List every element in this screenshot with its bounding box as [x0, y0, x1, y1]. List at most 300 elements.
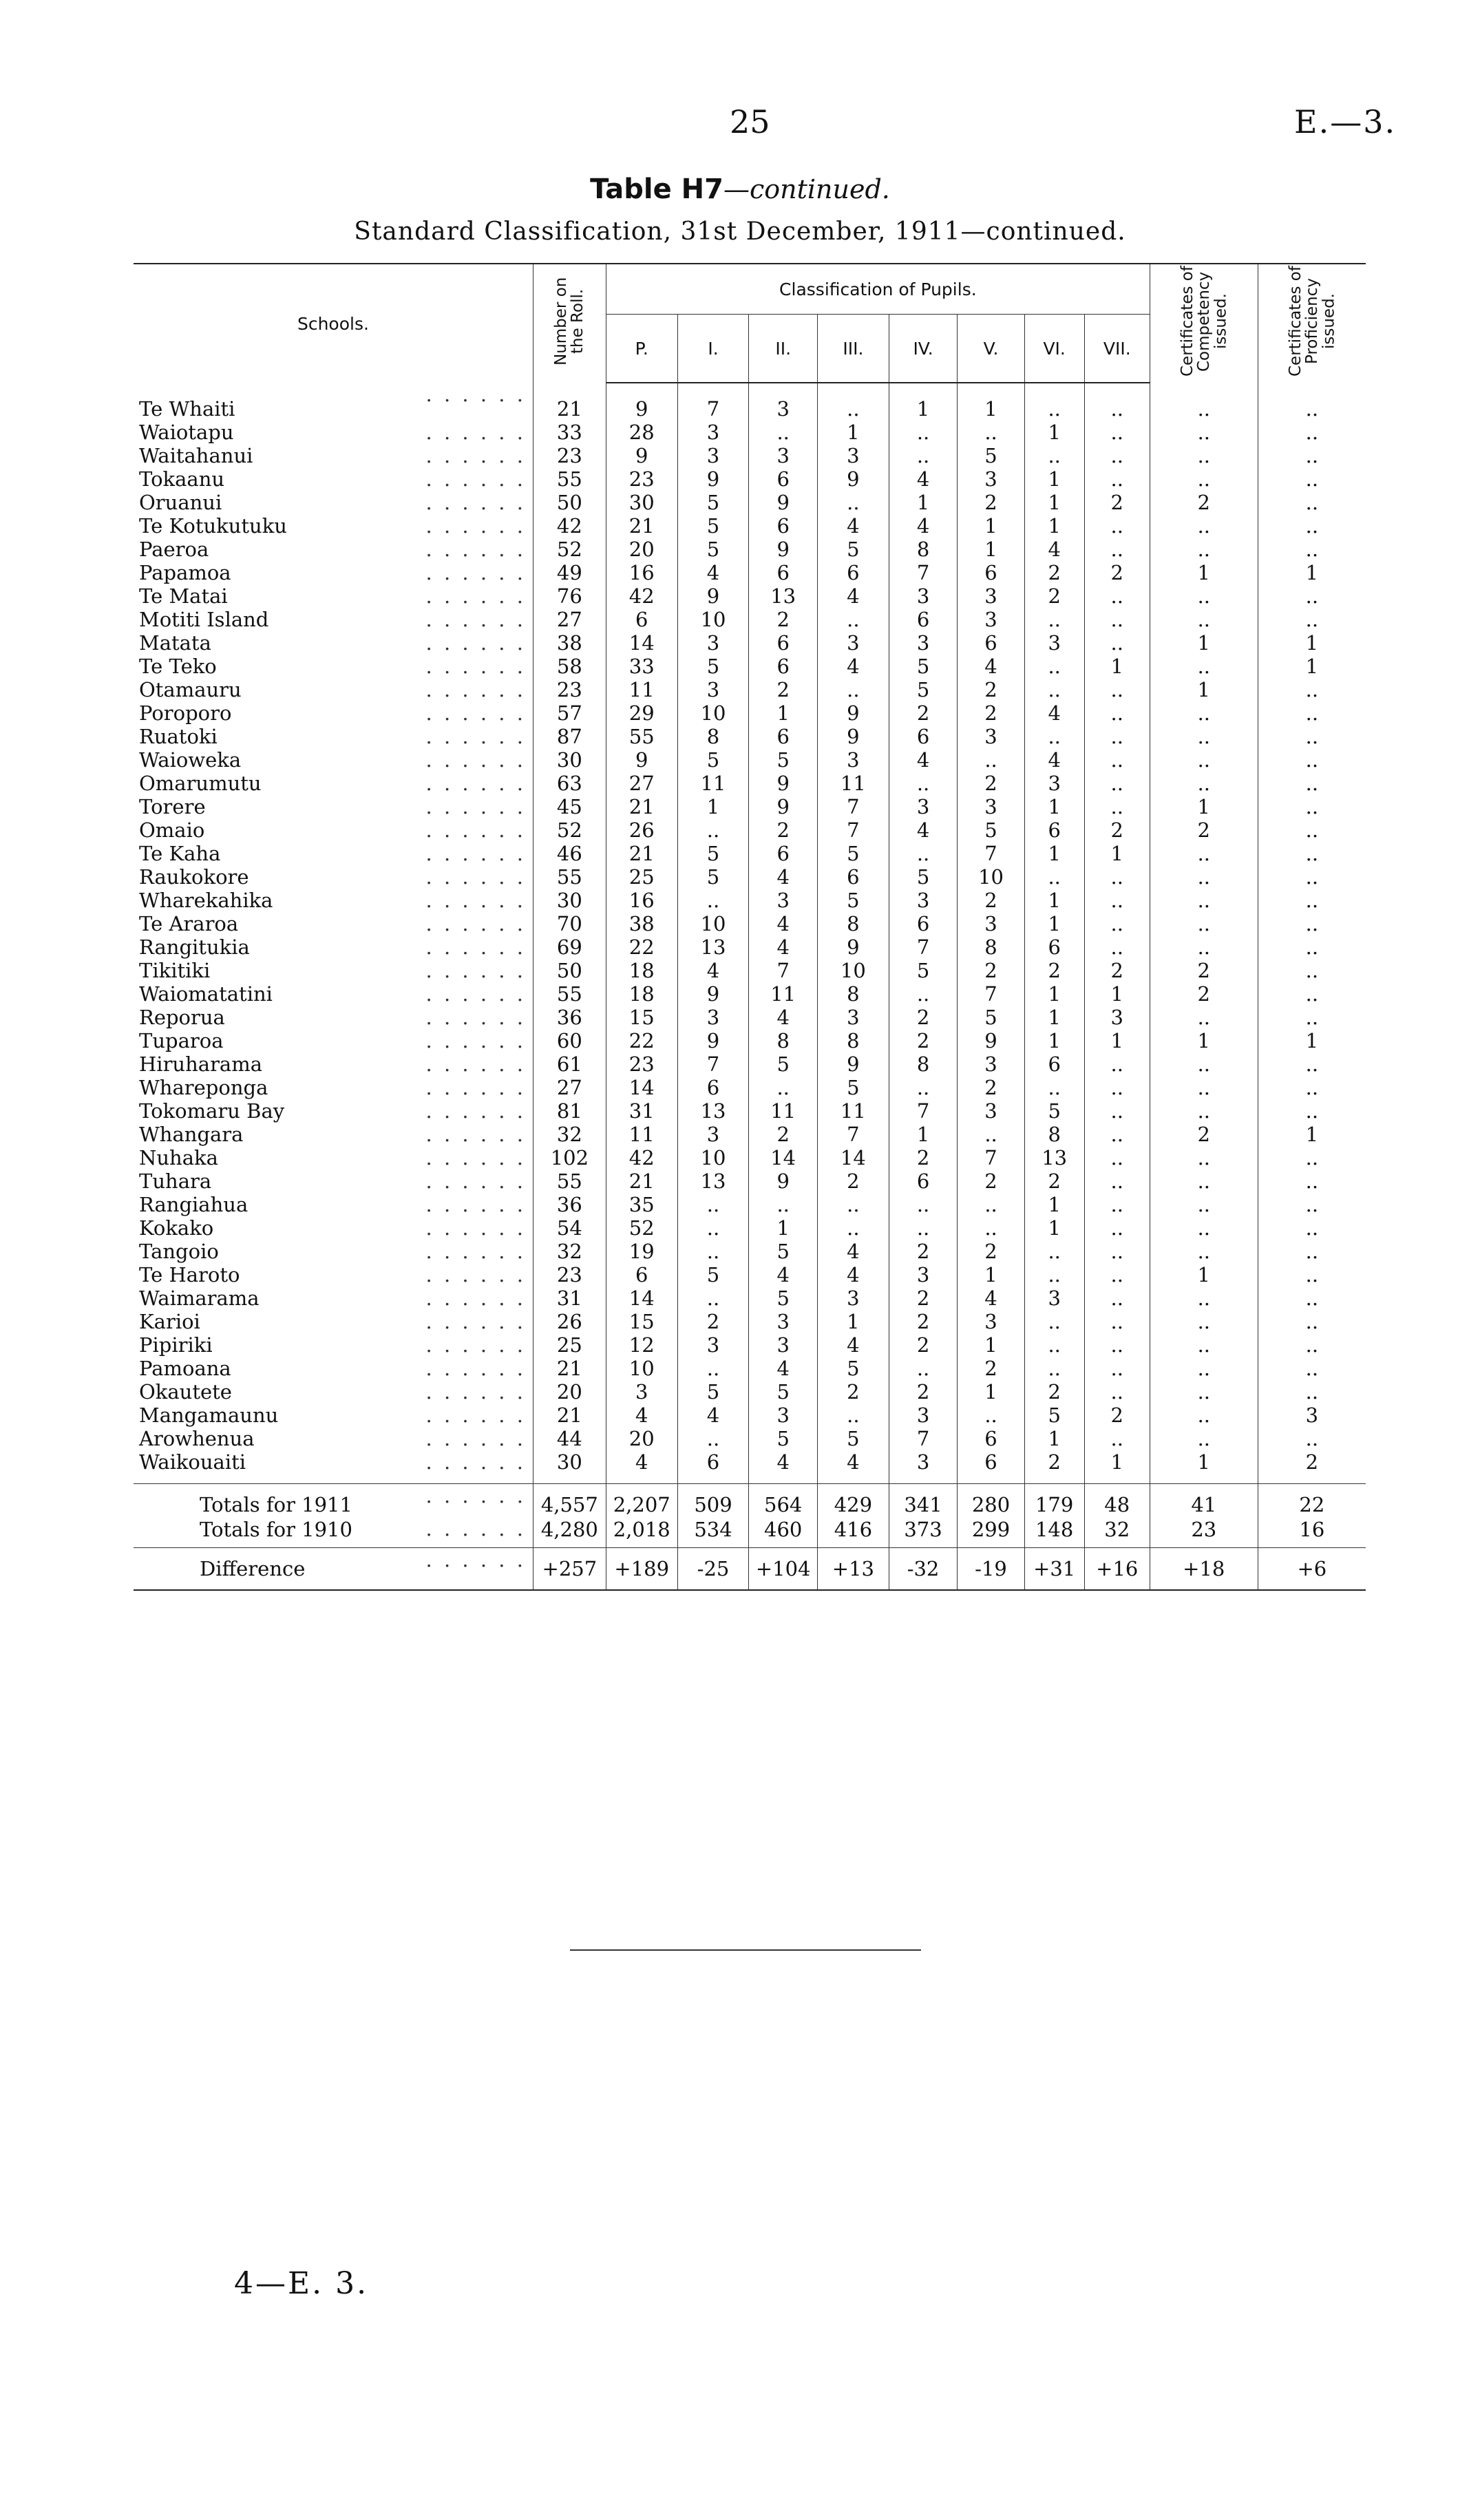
table-cell: 11	[817, 1099, 889, 1123]
table-cell: 2	[958, 959, 1024, 982]
row-label: Te Whaiti	[139, 396, 235, 421]
table-cell: 70	[533, 912, 606, 935]
table-cell: 8	[817, 982, 889, 1006]
table-cell: 5	[1024, 1404, 1084, 1427]
table-cell: 4	[817, 655, 889, 678]
table-cell: 9	[677, 467, 749, 491]
table-cell: ..	[1024, 1333, 1084, 1357]
table-cell: 1	[1084, 1029, 1150, 1052]
row-label: Waiotapu	[139, 421, 234, 444]
table-cell: 14	[749, 1146, 818, 1169]
table-cell: 9	[677, 982, 749, 1006]
table-cell: 4	[958, 1287, 1024, 1310]
leader-dots: . . . . . .	[425, 1427, 526, 1450]
table-cell: ..	[1084, 538, 1150, 561]
table-cell: 5	[1024, 1099, 1084, 1123]
row-label: Arowhenua	[139, 1427, 255, 1450]
table-cell: 55	[533, 1169, 606, 1193]
table-cell: 58	[533, 655, 606, 678]
totals-label	[134, 1517, 533, 1548]
table-cell: 4	[1024, 748, 1084, 772]
table-row	[134, 1099, 1366, 1123]
table-cell: 19	[606, 1240, 677, 1263]
school-name	[134, 818, 533, 842]
table-cell: 6	[817, 561, 889, 584]
table-cell: 1	[1258, 1029, 1366, 1052]
row-label: Mangamaunu	[139, 1404, 279, 1427]
table-cell: ..	[1084, 1052, 1150, 1076]
table-cell: 5	[817, 1357, 889, 1380]
table-cell: 7	[889, 935, 958, 959]
table-cell: 2	[1024, 1169, 1084, 1193]
row-label: Omarumutu	[139, 772, 262, 795]
table-cell: 1	[1150, 631, 1258, 655]
table-row	[134, 1076, 1366, 1099]
leader-dots: . . . . . .	[425, 842, 526, 865]
table-cell: 22	[606, 935, 677, 959]
table-cell: 5	[749, 748, 818, 772]
table-cell: 8	[817, 912, 889, 935]
table-cell: 3	[958, 912, 1024, 935]
table-cell: 14	[606, 631, 677, 655]
table-cell: ..	[1258, 1146, 1366, 1169]
table-cell: 564	[749, 1484, 818, 1518]
table-cell: 2	[749, 818, 818, 842]
table-cell: 2	[1150, 982, 1258, 1006]
table-cell: ..	[1258, 584, 1366, 608]
table-cell: ..	[1258, 1099, 1366, 1123]
table-cell: ..	[1150, 608, 1258, 631]
table-row	[134, 1310, 1366, 1333]
table-cell: 4	[889, 467, 958, 491]
school-name	[134, 1052, 533, 1076]
table-cell: 534	[677, 1517, 749, 1548]
row-label: Te Kaha	[139, 842, 221, 865]
table-cell: 2	[958, 701, 1024, 725]
table-cell: 9	[749, 1169, 818, 1193]
row-label: Motiti Island	[139, 608, 269, 631]
school-name	[134, 725, 533, 748]
table-cell: 25	[533, 1333, 606, 1357]
table-cell: ..	[677, 1287, 749, 1310]
row-label: Waimarama	[139, 1287, 260, 1310]
table-cell: 26	[606, 818, 677, 842]
table-cell: 11	[749, 1099, 818, 1123]
table-cell: 23	[606, 1052, 677, 1076]
table-cell: 3	[1258, 1404, 1366, 1427]
table-cell: ..	[889, 982, 958, 1006]
table-cell: 9	[677, 1029, 749, 1052]
table-cell: 7	[677, 1052, 749, 1076]
table-cell: ..	[1150, 584, 1258, 608]
table-cell: 10	[677, 1146, 749, 1169]
table-cell: 3	[958, 1099, 1024, 1123]
table-cell: ..	[1150, 935, 1258, 959]
table-cell: ..	[1024, 444, 1084, 467]
table-cell: 2	[749, 678, 818, 701]
table-cell: 30	[533, 1450, 606, 1484]
table-cell: 1	[1024, 982, 1084, 1006]
leader-dots: . . . . . .	[425, 678, 526, 701]
table-cell: 2	[749, 608, 818, 631]
table-cell: 14	[606, 1076, 677, 1099]
table-cell: ..	[1024, 725, 1084, 748]
table-cell: 3	[1084, 1006, 1150, 1029]
table-cell: ..	[889, 842, 958, 865]
row-label: Hiruharama	[139, 1052, 263, 1076]
table-cell: ..	[1084, 383, 1150, 421]
table-cell: ..	[1258, 1006, 1366, 1029]
table-cell: ..	[1258, 982, 1366, 1006]
table-cell: ..	[1150, 467, 1258, 491]
school-name	[134, 538, 533, 561]
leader-dots: . . . . . .	[425, 655, 526, 678]
table-cell: ..	[1150, 701, 1258, 725]
school-name	[134, 1450, 533, 1484]
row-label: Otamauru	[139, 678, 242, 701]
table-cell: ..	[1084, 1380, 1150, 1404]
table-cell: 23	[533, 1263, 606, 1287]
table-cell: 5	[889, 865, 958, 889]
table-cell: ..	[817, 1404, 889, 1427]
table-cell: 429	[817, 1484, 889, 1518]
table-cell: ..	[1258, 795, 1366, 818]
table-cell: ..	[958, 748, 1024, 772]
school-name	[134, 912, 533, 935]
table-cell: ..	[958, 1193, 1024, 1216]
table-cell: 8	[677, 725, 749, 748]
leader-dots: . . . . . .	[425, 772, 526, 795]
table-cell: ..	[1084, 514, 1150, 538]
school-name	[134, 1310, 533, 1333]
table-cell: 6	[749, 842, 818, 865]
table-cell: 1	[749, 701, 818, 725]
table-cell: 2	[1084, 1404, 1150, 1427]
table-cell: 2	[1084, 561, 1150, 584]
table-cell: 4	[1024, 701, 1084, 725]
table-cell: ..	[889, 1357, 958, 1380]
table-cell: 10	[677, 608, 749, 631]
leader-dots: . . . . . .	[425, 383, 526, 406]
table-row	[134, 1193, 1366, 1216]
table-cell: ..	[1258, 383, 1366, 421]
table-cell: ..	[1150, 1169, 1258, 1193]
table-row	[134, 1029, 1366, 1052]
table-cell: 6	[677, 1450, 749, 1484]
school-name	[134, 1333, 533, 1357]
table-cell: 2	[1150, 818, 1258, 842]
table-cell: ..	[1258, 1263, 1366, 1287]
table-cell: 2	[817, 1380, 889, 1404]
table-cell: 9	[749, 772, 818, 795]
table-cell: 460	[749, 1517, 818, 1548]
table-cell: ..	[1024, 1357, 1084, 1380]
table-cell: 18	[606, 959, 677, 982]
table-cell: 21	[606, 1169, 677, 1193]
table-cell: 7	[677, 383, 749, 421]
table-cell: 30	[533, 748, 606, 772]
leader-dots: . . . . . .	[425, 1076, 526, 1099]
table-cell: ..	[1084, 1076, 1150, 1099]
table-cell: 1	[1024, 514, 1084, 538]
table-cell: 52	[606, 1216, 677, 1240]
table-cell: 3	[1024, 772, 1084, 795]
table-cell: 9	[817, 701, 889, 725]
header-competency-text: Certificates of Competency issued.	[1178, 266, 1229, 377]
table-cell: 45	[533, 795, 606, 818]
table-cell: ..	[1258, 959, 1366, 982]
table-cell: 8	[1024, 1123, 1084, 1146]
leader-dots: . . . . . .	[425, 1484, 526, 1507]
leader-dots: . . . . . .	[425, 935, 526, 959]
table-cell: 3	[1024, 1287, 1084, 1310]
table-cell: ..	[1150, 1404, 1258, 1427]
school-name	[134, 772, 533, 795]
table-row	[134, 1216, 1366, 1240]
table-cell: 7	[889, 1099, 958, 1123]
table-cell: 30	[533, 889, 606, 912]
table-cell: 4	[749, 935, 818, 959]
table-cell: 5	[677, 538, 749, 561]
table-cell: 9	[606, 383, 677, 421]
header-competency	[1150, 264, 1258, 383]
table-cell: 4	[817, 1333, 889, 1357]
table-cell: ..	[1258, 935, 1366, 959]
table-cell: ..	[1150, 842, 1258, 865]
table-cell: ..	[1258, 725, 1366, 748]
table-cell: ..	[1258, 889, 1366, 912]
header-class-ii: II.	[749, 315, 818, 383]
table-cell: 10	[677, 912, 749, 935]
table-cell: 3	[749, 889, 818, 912]
table-cell: ..	[1084, 584, 1150, 608]
row-label: Kokako	[139, 1216, 214, 1240]
table-cell: 7	[817, 795, 889, 818]
table-cell: ..	[1258, 1427, 1366, 1450]
table-cell: 2	[958, 772, 1024, 795]
table-cell: 299	[958, 1517, 1024, 1548]
table-cell: ..	[889, 444, 958, 467]
table-cell: 4	[817, 1263, 889, 1287]
table-cell: ..	[1084, 1263, 1150, 1287]
table-cell: 3	[889, 631, 958, 655]
table-cell: 3	[958, 584, 1024, 608]
school-name	[134, 1263, 533, 1287]
table-cell: 1	[1084, 842, 1150, 865]
table-cell: 1	[1258, 655, 1366, 678]
table-cell: 3	[1024, 631, 1084, 655]
table-cell: 1	[1024, 467, 1084, 491]
table-cell: 2,207	[606, 1484, 677, 1518]
table-cell: ..	[958, 1404, 1024, 1427]
table-cell: 7	[889, 1427, 958, 1450]
row-label: Ruatoki	[139, 725, 218, 748]
table-cell: 1	[1084, 1450, 1150, 1484]
table-cell: 5	[677, 514, 749, 538]
table-cell: 5	[677, 748, 749, 772]
table-row	[134, 818, 1366, 842]
table-cell: 38	[533, 631, 606, 655]
table-cell: ..	[1258, 1380, 1366, 1404]
table-cell: ..	[1084, 1193, 1150, 1216]
table-cell: ..	[1084, 701, 1150, 725]
table-row	[134, 538, 1366, 561]
table-cell: 1	[1024, 1216, 1084, 1240]
table-cell: 2	[1024, 561, 1084, 584]
leader-dots: . . . . . .	[425, 538, 526, 561]
table-cell: 2	[889, 1287, 958, 1310]
table-cell: 2	[1024, 584, 1084, 608]
row-label: Rangitukia	[139, 935, 250, 959]
table-cell: 4	[749, 1357, 818, 1380]
table-cell: 3	[958, 1052, 1024, 1076]
table-cell: 4	[817, 1240, 889, 1263]
table-cell: 42	[606, 1146, 677, 1169]
row-label: Nuhaka	[139, 1146, 218, 1169]
table-cell: 9	[817, 935, 889, 959]
table-cell: 1	[1150, 795, 1258, 818]
school-name	[134, 795, 533, 818]
table-cell: ..	[1150, 1099, 1258, 1123]
table-cell: 1	[1150, 1450, 1258, 1484]
table-cell: 3	[677, 1333, 749, 1357]
table-cell: 27	[533, 1076, 606, 1099]
table-cell: 4	[606, 1404, 677, 1427]
table-cell: 10	[817, 959, 889, 982]
table-row	[134, 1450, 1366, 1484]
table-cell: 2	[1150, 1123, 1258, 1146]
table-cell: 4	[749, 865, 818, 889]
leader-dots: . . . . . .	[425, 725, 526, 748]
table-cell: 21	[606, 514, 677, 538]
table-row	[134, 1123, 1366, 1146]
table-cell: 2	[889, 1006, 958, 1029]
table-cell: 49	[533, 561, 606, 584]
school-name	[134, 421, 533, 444]
table-cell: 4	[749, 1006, 818, 1029]
table-cell: ..	[1084, 772, 1150, 795]
school-name	[134, 584, 533, 608]
table-cell: ..	[1084, 889, 1150, 912]
table-cell: 50	[533, 491, 606, 514]
table-cell: 23	[533, 444, 606, 467]
table-cell: 6	[749, 655, 818, 678]
leader-dots: . . . . . .	[425, 561, 526, 584]
table-cell: 32	[533, 1240, 606, 1263]
leader-dots: . . . . . .	[425, 982, 526, 1006]
school-name	[134, 655, 533, 678]
table-cell: 5	[958, 818, 1024, 842]
leader-dots: . . . . . .	[425, 1380, 526, 1404]
table-cell: 9	[817, 725, 889, 748]
table-cell: 1	[958, 1333, 1024, 1357]
table-cell: ..	[1150, 1333, 1258, 1357]
table-cell: 179	[1024, 1484, 1084, 1518]
table-cell: 32	[1084, 1517, 1150, 1548]
table-cell: 6	[958, 1427, 1024, 1450]
table-cell: 4	[817, 1450, 889, 1484]
difference-row	[134, 1548, 1366, 1591]
table-row	[134, 631, 1366, 655]
row-label: Whareponga	[139, 1076, 268, 1099]
table-cell: ..	[1084, 608, 1150, 631]
table-cell: ..	[677, 1216, 749, 1240]
table-cell: 6	[1024, 935, 1084, 959]
row-label: Te Matai	[139, 584, 228, 608]
leader-dots: . . . . . .	[425, 608, 526, 631]
row-label: Difference	[200, 1557, 306, 1580]
table-cell: 3	[889, 1404, 958, 1427]
table-cell: ..	[1024, 608, 1084, 631]
table-cell: ..	[1150, 912, 1258, 935]
table-row	[134, 1333, 1366, 1357]
table-row	[134, 655, 1366, 678]
table-cell: ..	[749, 1193, 818, 1216]
school-name	[134, 1357, 533, 1380]
row-label: Te Teko	[139, 655, 217, 678]
table-cell: 5	[677, 1263, 749, 1287]
table-cell: 3	[889, 1263, 958, 1287]
table-cell: 55	[606, 725, 677, 748]
table-cell: 14	[606, 1287, 677, 1310]
table-cell: 4	[606, 1450, 677, 1484]
table-cell: 52	[533, 818, 606, 842]
page-number: 25	[730, 103, 770, 140]
table-cell: ..	[1258, 865, 1366, 889]
table-cell: 9	[817, 467, 889, 491]
table-cell: 6	[749, 561, 818, 584]
table-cell: 11	[606, 1123, 677, 1146]
header-proficiency	[1258, 264, 1366, 383]
table-cell: 4	[749, 1450, 818, 1484]
school-name	[134, 1240, 533, 1263]
table-cell: 1	[1150, 561, 1258, 584]
table-cell: ..	[1150, 383, 1258, 421]
table-cell: 2	[749, 1123, 818, 1146]
leader-dots: . . . . . .	[425, 1263, 526, 1287]
school-name	[134, 1380, 533, 1404]
table-cell: 2	[817, 1169, 889, 1193]
table-cell: 69	[533, 935, 606, 959]
school-name	[134, 1006, 533, 1029]
table-cell: 5	[677, 842, 749, 865]
table-cell: -32	[889, 1548, 958, 1591]
header-classification: Classification of Pupils.	[606, 264, 1150, 315]
table-cell: 4	[889, 818, 958, 842]
table-cell: ..	[1150, 1380, 1258, 1404]
table-cell: 6	[889, 608, 958, 631]
table-cell: 4	[889, 748, 958, 772]
table-cell: 341	[889, 1484, 958, 1518]
table-cell: ..	[1258, 818, 1366, 842]
table-row	[134, 678, 1366, 701]
table-row	[134, 1287, 1366, 1310]
leader-dots: . . . . . .	[425, 1310, 526, 1333]
table-cell: 4	[677, 561, 749, 584]
row-label: Pipiriki	[139, 1333, 213, 1357]
table-row	[134, 889, 1366, 912]
table-cell: ..	[1084, 795, 1150, 818]
table-cell: 1	[1024, 795, 1084, 818]
header-class-iii: III.	[817, 315, 889, 383]
table-cell: 3	[677, 678, 749, 701]
table-cell: 373	[889, 1517, 958, 1548]
school-name	[134, 1404, 533, 1427]
table-row	[134, 1427, 1366, 1450]
table-cell: 5	[677, 865, 749, 889]
table-cell: 36	[533, 1193, 606, 1216]
leader-dots: . . . . . .	[425, 1146, 526, 1169]
